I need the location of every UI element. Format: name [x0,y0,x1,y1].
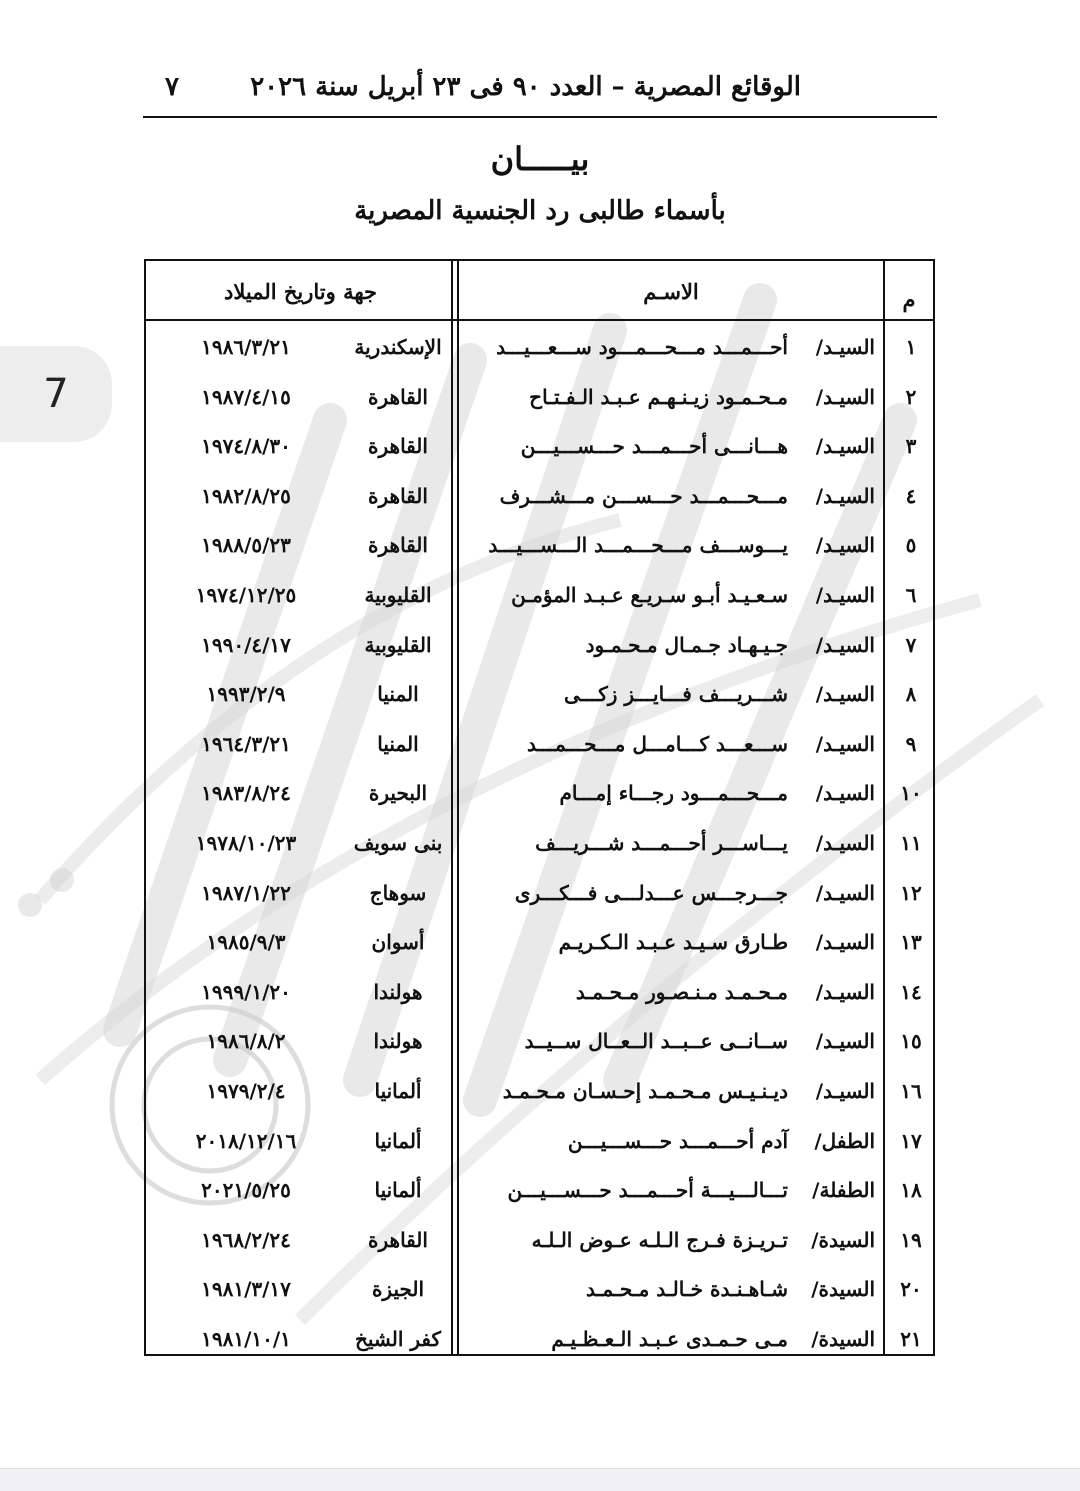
row-number: ٨ [905,682,917,707]
row-title: السيـد/ [815,483,875,508]
table-row [146,523,933,573]
header-page-number: ٧ [165,72,179,102]
row-number: ٢٠ [900,1277,922,1302]
row-name: مـحـمـود زيـنـهـم عـبـد الـفـتـاح [529,384,788,409]
row-title: السيدة/ [811,1227,875,1252]
row-name: مـــحـــمـــود رجـــاء إمـــام [559,781,788,806]
row-birthplace: هولندا [373,979,423,1004]
column-header-number: م [902,287,916,312]
row-title: السيـد/ [815,880,875,905]
row-birthdate: ١٩٦٨/٢/٢٤ [201,1227,291,1252]
row-title: الطفلة/ [812,1178,875,1203]
row-title: السيـد/ [815,930,875,955]
row-birthdate: ٢٠٢١/٥/٢٥ [201,1178,291,1203]
row-name: مـــحـــمـــد حـــســـن مـــشـــرف [499,483,788,508]
row-number: ١ [905,335,917,359]
table-row [146,1019,933,1069]
row-name: شـــريـــف فـــايـــز زكـــى [564,682,788,707]
row-title: السيـد/ [815,979,875,1004]
row-name: هـــانـــى أحـــمـــد حـــســـيـــن [520,434,788,459]
row-birthplace: القاهرة [368,434,428,459]
row-birthdate: ١٩٨٧/٤/١٥ [201,384,291,409]
row-birthdate: ١٩٨٨/٥/٢٣ [201,533,291,558]
row-birthdate: ١٩٧٤/٨/٣٠ [201,434,291,459]
row-number: ٢١ [900,1326,922,1351]
row-number: ٩ [905,731,917,756]
row-birthdate: ١٩٦٤/٣/٢١ [201,731,291,756]
row-birthplace: البحيرة [368,781,428,806]
row-birthdate: ١٩٨٢/٨/٢٥ [201,483,291,508]
row-birthdate: ١٩٩٠/٤/١٧ [201,632,291,657]
row-title: السيـد/ [815,533,875,558]
table-row [146,375,933,425]
table-row [146,1218,933,1268]
row-name: مـى حـمـدى عـبـد الـعـظـيـم [551,1326,788,1351]
table-row [146,1168,933,1218]
document-subtitle: بأسماء طالبى رد الجنسية المصرية [354,196,726,226]
row-number: ١٢ [900,880,922,905]
applicants-table [144,259,935,1356]
row-number: ١٤ [900,979,922,1004]
row-title: السيـد/ [815,384,875,409]
row-birthplace: ألمانيا [374,1178,422,1203]
row-title: السيـد/ [815,830,875,855]
row-number: ٣ [905,434,917,459]
row-birthplace: القاهرة [368,533,428,558]
row-birthplace: سوهاج [369,880,427,905]
row-birthplace: المنيا [377,731,419,756]
page-number-badge-text: 7 [43,371,69,417]
row-birthdate: ٢٠١٨/١٢/١٦ [195,1128,297,1153]
row-number: ١٩ [900,1227,922,1252]
header-divider [146,319,933,321]
row-birthplace: هولندا [373,1029,423,1054]
row-birthdate: ١٩٩٣/٢/٩ [206,682,286,707]
row-title: السيـد/ [815,781,875,806]
viewer-bottom-edge [0,1468,1080,1491]
row-birthplace: الجيزة [371,1277,425,1302]
row-title: السيـد/ [815,434,875,459]
row-title: السيـد/ [815,1078,875,1103]
table-row [146,573,933,623]
row-name: ســـعـــد كـــامـــل مـــحـــمـــد [526,731,788,756]
row-title: السيـد/ [815,731,875,756]
row-name: سـعـيـد أبـو سـريـع عـبـد المؤمـن [511,582,788,607]
row-birthdate: ١٩٨٧/١/٢٢ [201,880,291,905]
document-header [143,70,937,118]
row-number: ١١ [900,830,922,855]
row-name: طـارق سـيـد عـبـد الـكـريـم [558,930,788,955]
row-birthplace: المنيا [377,682,419,707]
row-name: آدم أحـــمـــد حـــســـيـــن [567,1128,788,1153]
document-title: بيـــــان [490,140,590,178]
row-birthdate: ١٩٩٩/١/٢٠ [201,979,291,1004]
row-birthdate: ١٩٧٨/١٠/٢٣ [195,830,297,855]
table-row [146,920,933,970]
row-number: ١٣ [900,930,922,955]
row-name: جـيـهـاد جـمـال مـحـمـود [585,632,788,657]
row-number: ١٠ [900,781,922,806]
row-birthplace: القاهرة [368,483,428,508]
row-title: الطفل/ [814,1128,875,1153]
row-name: ســانــى عــبــد الــعــال ســيــد [524,1029,788,1054]
row-birthdate: ١٩٧٤/١٢/٢٥ [195,582,297,607]
row-number: ٥ [905,533,917,558]
row-name: يـــاســـر أحـــمـــد شـــريـــف [535,830,788,855]
table-row [146,672,933,722]
column-header-name: الاسـم [643,279,699,304]
row-birthplace: الإسكندرية [354,335,442,359]
row-birthplace: أسوان [371,930,425,955]
row-birthplace: القاهرة [368,1227,428,1252]
table-row [146,1317,933,1367]
row-birthdate: ١٩٨١/٣/١٧ [201,1277,291,1302]
row-birthplace: ألمانيا [374,1078,422,1103]
column-header-place-date: جهة وتاريخ الميلاد [223,279,378,304]
row-title: السيـد/ [815,632,875,657]
table-row [146,424,933,474]
row-birthplace: ألمانيا [374,1128,422,1153]
row-number: ١٧ [900,1128,922,1153]
row-number: ١٥ [900,1029,922,1054]
row-title: السيدة/ [811,1277,875,1302]
row-birthdate: ١٩٨٣/٨/٢٤ [201,781,291,806]
row-number: ١٦ [900,1078,922,1103]
row-name: ديـنـيـس مـحـمـد إحـسـان مـحـمـد [502,1078,788,1103]
row-number: ٢ [905,384,917,409]
row-title: السيـد/ [815,682,875,707]
row-birthplace: القاهرة [368,384,428,409]
row-birthdate: ١٩٨٦/٨/٢ [206,1029,286,1054]
row-title: السيـد/ [815,1029,875,1054]
table-row [146,1267,933,1317]
row-name: تـريـزة فـرج الـلـه عـوض الـلـه [531,1227,788,1252]
row-birthdate: ١٩٨٦/٣/٢١ [201,335,291,359]
row-name: أحـــمـــد مـــحـــمـــود ســـعـــيـــد [496,335,788,359]
row-birthdate: ١٩٨١/١٠/١ [201,1326,291,1351]
row-birthplace: القليوبية [364,632,432,657]
row-birthplace: بنى سويف [353,830,443,855]
table-row [146,970,933,1020]
row-name: تـــالـــيـــة أحـــمـــد حـــســـيـــن [507,1178,788,1203]
row-title: السيدة/ [811,1326,875,1351]
table-row [146,623,933,673]
row-number: ٧ [905,632,917,657]
row-birthdate: ١٩٨٥/٩/٣ [206,930,286,955]
row-name: يـــوســـف مـــحـــمـــد الـــســـيـــد [488,533,788,558]
row-birthplace: كفر الشيخ [354,1326,442,1351]
row-birthdate: ١٩٧٩/٢/٤ [206,1078,286,1103]
table-row [146,821,933,871]
row-number: ١٨ [900,1178,922,1203]
gazette-header-title: الوقائع المصرية – العدد ٩٠ فى ٢٣ أبريل سنة ٢٠٢٦ [250,72,801,102]
row-title: السيـد/ [815,582,875,607]
row-name: شـاهـنـدة خـالـد مـحـمـد [586,1277,788,1302]
table-row [146,722,933,772]
row-name: جـــرجـــس عـــدلـــى فـــكـــرى [514,880,788,905]
table-row [146,1119,933,1169]
row-number: ٤ [905,483,917,508]
row-birthplace: القليوبية [364,582,432,607]
table-row [146,771,933,821]
page-number-badge [0,346,112,442]
table-row [146,325,933,375]
row-name: مـحـمـد مـنـصـور مـحـمـد [575,979,788,1004]
table-row [146,871,933,921]
row-number: ٦ [905,582,917,607]
table-body [146,325,933,1366]
table-row [146,1069,933,1119]
row-title: السيـد/ [815,335,875,359]
table-row [146,474,933,524]
